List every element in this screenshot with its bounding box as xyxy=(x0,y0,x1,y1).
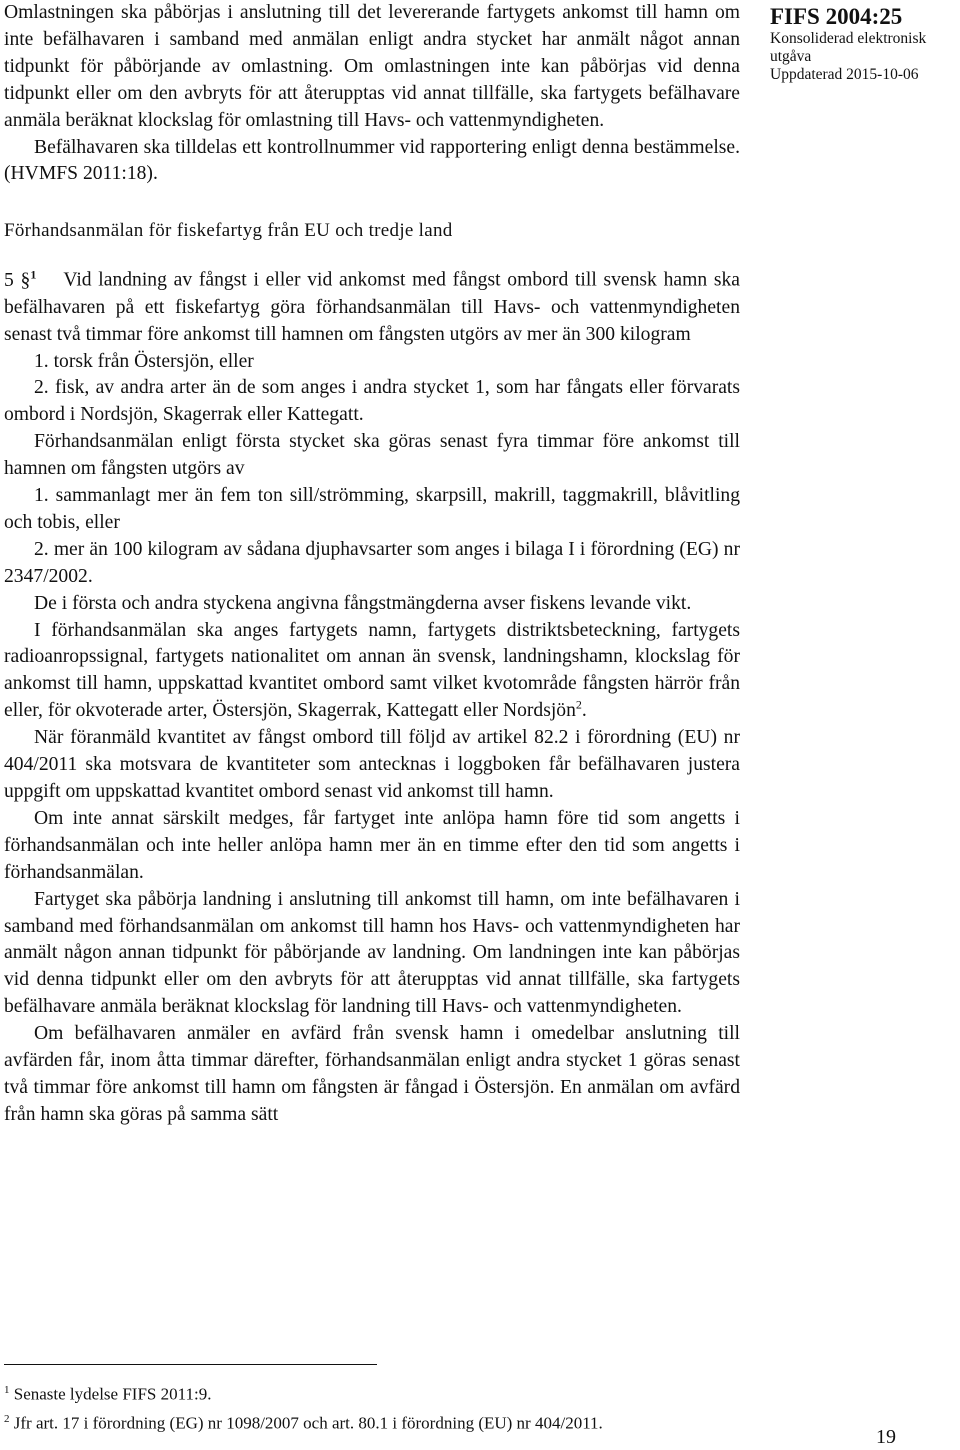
footnote: $^1$ Senaste lydelse FIFS 2011:9. xyxy=(4,1384,212,1404)
list-item: 1. torsk från Östersjön, eller xyxy=(34,350,254,372)
footnote-ref: 1 xyxy=(30,267,37,282)
section-5-lead: 5 §$^1$ Vid landning av fångst i eller vid ankomst med fångst ombord till svensk hamn ska befälhavaren på ett fiskefartyg göra förhandsanmälan till Havs- och vattenmyndigheten senast två timmar före ankomst till hamnen om fångsten utgörs av mer än 300 kilogram xyxy=(4,267,740,345)
page-number: 19 xyxy=(876,1426,896,1448)
paragraph: Omlastningen ska påbörjas i anslutning till det levererande fartygets ankomst till hamn om inte befälhavaren i samband med anmälan enligt andra stycket har anmält något annan tidpunkt för påbörjande av omlastning. Om omlastningen inte kan påbörjas vid denna tidpunkt eller om den avbryts för att återupptas vid annat tillfälle, ska fartygets befälhavare anmäla beräknat klockslag för omlastning till Havs- och vattenmyndigheten. xyxy=(4,2,740,131)
section-number: 5 §$^1$ xyxy=(4,267,37,291)
edition-label: utgåva xyxy=(770,48,812,66)
paragraph: När föranmäld kvantitet av fångst ombord till följd av artikel 82.2 i förordning (EU) nr 404/2011 ska motsvara de kvantiteter som antecknas i loggboken får befälhavaren justera uppgift om uppskattad kvantitet ombord senast vid ankomst till hamn. xyxy=(4,727,740,802)
updated-date: Uppdaterad 2015-10-06 xyxy=(770,66,919,84)
list-item: 2. fisk, av andra arter än de som anges i andra stycket 1, som har fångats eller förvarats ombord i Nordsjön, Skagerrak eller Kattegatt. xyxy=(4,377,740,426)
document-sidebar xyxy=(770,4,960,84)
list-item: 1. sammanlagt mer än fem ton sill/strömming, skarpsill, makrill, taggmakrill, blåvitling och tobis, eller xyxy=(4,485,740,533)
section-heading: Förhandsanmälan för fiskefartyg från EU och tredje land xyxy=(4,220,453,242)
footnote-ref: 2 xyxy=(575,697,582,712)
paragraph: De i första och andra styckena angivna fångstmängderna avser fiskens levande vikt. xyxy=(34,592,692,614)
paragraph: Om inte annat särskilt medges, får fartyget inte anlöpa hamn före tid som angetts i förhandsanmälan och inte heller anlöpa hamn mer än en timme efter den tid som angetts i förhandsanmälan. xyxy=(4,807,740,883)
document-code: FIFS 2004:25 xyxy=(770,4,903,29)
main-text xyxy=(4,0,740,1129)
footnotes xyxy=(4,1378,804,1435)
list-item: 2. mer än 100 kilogram av sådana djuphavsarter som anges i bilaga I i förordning (EG) nr 2347/2002. xyxy=(4,538,740,587)
paragraph: Befälhavaren ska tilldelas ett kontrollnummer vid rapportering enligt denna bestämmelse. (HVMFS 2011:18). xyxy=(4,136,740,185)
footnote: $^2$ Jfr art. 17 i förordning (EG) nr 1098/2007 och art. 80.1 i förordning (EU) nr 404/2011. xyxy=(4,1412,603,1433)
paragraph: Fartyget ska påbörja landning i anslutning till ankomst till hamn, om inte befälhavaren i samband med förhandsanmälan om ankomst till hamn hos Havs- och vattenmyndigheten har anmält någon annan tidpunkt för påbörjande av landning. Om landningen inte kan påbörjas vid denna tidpunkt eller om den avbryts för att återupptas vid annat tillfälle, ska fartygets befälhavare anmäla beräknat klockslag för landning till Havs- och vattenmyndigheten. xyxy=(4,888,740,1018)
paragraph: Om befälhavaren anmäler en avfärd från svensk hamn i omedelbar anslutning till avfärden får, inom åtta timmar därefter, förhandsanmälan enligt andra stycket 1 göras senast två timmar före ankomst till hamn om fångsten är fångad i Östersjön. En anmälan om avfärd från hamn ska göras på samma sätt xyxy=(4,1023,740,1125)
paragraph: Förhandsanmälan enligt första stycket ska göras senast fyra timmar före ankomst till hamnen om fångsten utgörs av xyxy=(4,431,740,480)
paragraph: I förhandsanmälan ska anges fartygets namn, fartygets distriktsbeteckning, fartygets radioanropssignal, fartygets nationalitet om annan än svensk, landningshamn, klockslag för ankomst till hamn, uppskattad kvantitet ombord samt vilket kvotområde fångsten härrör från eller, för okvoterade arter, Östersjön, Skagerrak, Kattegatt eller Nordsjön$^2$. xyxy=(4,619,740,722)
footnote-divider xyxy=(4,1364,377,1365)
edition-label: Konsoliderad elektronisk xyxy=(770,30,927,48)
